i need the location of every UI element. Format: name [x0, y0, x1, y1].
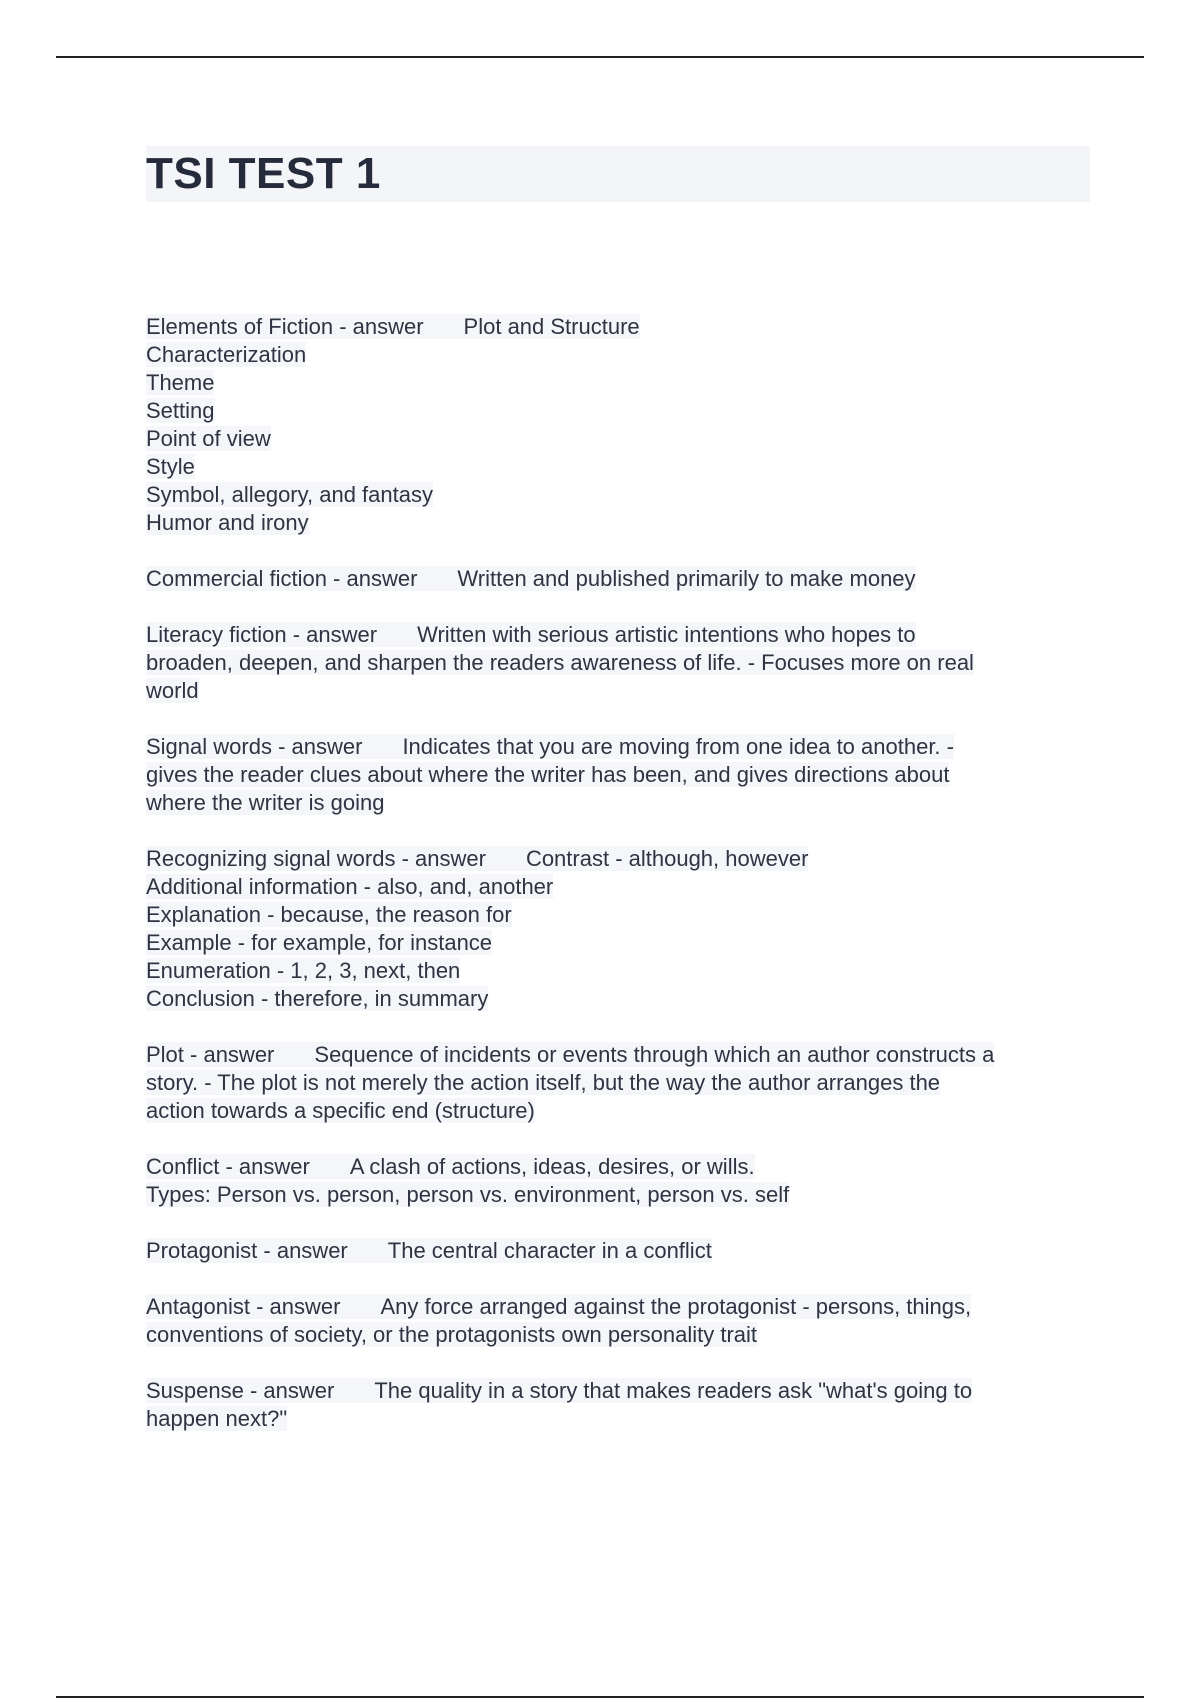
flashcard-answer: Style: [146, 454, 195, 479]
flashcard-line: [146, 1377, 1086, 1405]
flashcard-term: Recognizing signal words - answer: [146, 846, 486, 871]
flashcard-answer-line: [146, 1406, 287, 1431]
flashcard-term: Antagonist - answer: [146, 1294, 341, 1319]
flashcard-answer-line: [146, 454, 195, 479]
flashcard-line: [146, 1153, 1086, 1181]
flashcard-answer-line: [146, 342, 306, 367]
flashcard-answer: world: [146, 678, 199, 703]
flashcard-answer: The central character in a conflict: [387, 1238, 712, 1263]
flashcard-entry: [146, 1293, 1086, 1349]
flashcard-answer: Example - for example, for instance: [146, 930, 493, 955]
flashcard-entry: [146, 621, 1086, 705]
flashcard-answer: story. - The plot is not merely the action itself, but the way the author arranges the: [146, 1070, 941, 1095]
flashcard-answer-line: [146, 762, 949, 787]
flashcard-term: Protagonist - answer: [146, 1238, 348, 1263]
flashcard-line: [146, 873, 1086, 901]
flashcard-answer: Additional information - also, and, another: [146, 874, 554, 899]
flashcard-first-line: [146, 1154, 755, 1179]
top-divider: [56, 56, 1144, 58]
flashcard-term: Conflict - answer: [146, 1154, 310, 1179]
flashcard-entry: [146, 1153, 1086, 1209]
flashcard-entry: [146, 1377, 1086, 1433]
flashcard-line: [146, 677, 1086, 705]
flashcard-line: [146, 1181, 1086, 1209]
flashcard-line: [146, 1041, 1086, 1069]
flashcard-answer-line: [146, 370, 214, 395]
flashcard-first-line: [146, 622, 916, 647]
flashcard-answer: where the writer is going: [146, 790, 385, 815]
flashcard-line: [146, 649, 1086, 677]
flashcard-entry: [146, 313, 1086, 537]
flashcard-first-line: [146, 846, 808, 871]
flashcard-first-line: [146, 1378, 972, 1403]
flashcard-answer-line: [146, 398, 215, 423]
flashcard-answer: Setting: [146, 398, 215, 423]
flashcard-answer-line: [146, 1182, 789, 1207]
flashcard-line: [146, 1293, 1086, 1321]
flashcard-term: Suspense - answer: [146, 1378, 335, 1403]
flashcard-line: [146, 481, 1086, 509]
flashcard-first-line: [146, 314, 640, 339]
flashcard-term: Signal words - answer: [146, 734, 363, 759]
flashcard-line: [146, 425, 1086, 453]
flashcard-term: Plot - answer: [146, 1042, 275, 1067]
flashcard-entry: [146, 565, 1086, 593]
flashcard-term: Elements of Fiction - answer: [146, 314, 424, 339]
flashcard-answer: Enumeration - 1, 2, 3, next, then: [146, 958, 461, 983]
flashcard-answer-line: [146, 510, 309, 535]
flashcard-line: [146, 1237, 1086, 1265]
flashcard-entry: [146, 733, 1086, 817]
flashcard-answer: gives the reader clues about where the writer has been, and gives directions about: [146, 762, 950, 787]
flashcard-answer: Point of view: [146, 426, 271, 451]
flashcard-answer-line: [146, 482, 433, 507]
flashcard-answer-line: [146, 790, 384, 815]
flashcard-answer: Any force arranged against the protagonist - persons, things,: [380, 1294, 972, 1319]
flashcard-answer-line: [146, 650, 974, 675]
flashcard-line: [146, 733, 1086, 761]
flashcard-line: [146, 957, 1086, 985]
flashcard-line: [146, 845, 1086, 873]
flashcard-entry: [146, 845, 1086, 1013]
flashcard-answer-line: [146, 1070, 940, 1095]
flashcard-answer: Conclusion - therefore, in summary: [146, 986, 489, 1011]
flashcard-first-line: [146, 734, 954, 759]
flashcard-answer: A clash of actions, ideas, desires, or wills.: [349, 1154, 755, 1179]
flashcard-answer-line: [146, 986, 488, 1011]
flashcard-line: [146, 341, 1086, 369]
flashcard-line: [146, 621, 1086, 649]
flashcard-answer: broaden, deepen, and sharpen the readers awareness of life. - Focuses more on real: [146, 650, 974, 675]
flashcard-answer: Written and published primarily to make money: [457, 566, 916, 591]
flashcard-first-line: [146, 1238, 712, 1263]
flashcard-answer: Indicates that you are moving from one idea to another. -: [402, 734, 954, 759]
flashcard-line: [146, 1069, 1086, 1097]
flashcard-term: Commercial fiction - answer: [146, 566, 418, 591]
flashcard-line: [146, 901, 1086, 929]
flashcard-answer: Plot and Structure: [463, 314, 640, 339]
flashcard-answer-line: [146, 874, 553, 899]
flashcard-answer: Characterization: [146, 342, 307, 367]
flashcard-first-line: [146, 566, 916, 591]
flashcard-term: Literacy fiction - answer: [146, 622, 378, 647]
flashcard-line: [146, 509, 1086, 537]
flashcard-answer: Sequence of incidents or events through which an author constructs a: [314, 1042, 995, 1067]
flashcard-answer-line: [146, 1098, 535, 1123]
flashcard-line: [146, 1097, 1086, 1125]
flashcard-answer: Explanation - because, the reason for: [146, 902, 512, 927]
flashcard-line: [146, 789, 1086, 817]
flashcard-line: [146, 453, 1086, 481]
flashcard-answer-line: [146, 1322, 757, 1347]
flashcard-first-line: [146, 1294, 971, 1319]
flashcard-answer: Types: Person vs. person, person vs. environment, person vs. self: [146, 1182, 790, 1207]
flashcard-answer-line: [146, 958, 460, 983]
flashcard-answer-line: [146, 426, 271, 451]
flashcard-line: [146, 985, 1086, 1013]
flashcard-answer-line: [146, 678, 199, 703]
flashcard-line: [146, 369, 1086, 397]
flashcard-answer-line: [146, 902, 512, 927]
page-title: TSI TEST 1: [146, 149, 381, 198]
flashcard-entry: [146, 1237, 1086, 1265]
flashcard-entry: [146, 1041, 1086, 1125]
flashcard-line: [146, 565, 1086, 593]
flashcard-first-line: [146, 1042, 994, 1067]
flashcard-line: [146, 1405, 1086, 1433]
flashcard-answer: conventions of society, or the protagonists own personality trait: [146, 1322, 758, 1347]
flashcard-list: [146, 313, 1086, 1461]
flashcard-line: [146, 397, 1086, 425]
flashcard-answer: Contrast - although, however: [525, 846, 809, 871]
flashcard-line: [146, 761, 1086, 789]
bottom-divider: [56, 1696, 1144, 1698]
flashcard-answer: action towards a specific end (structure): [146, 1098, 535, 1123]
flashcard-line: [146, 313, 1086, 341]
flashcard-answer: Symbol, allegory, and fantasy: [146, 482, 433, 507]
flashcard-answer: happen next?": [146, 1406, 288, 1431]
flashcard-line: [146, 929, 1086, 957]
flashcard-answer-line: [146, 930, 492, 955]
flashcard-line: [146, 1321, 1086, 1349]
flashcard-answer: Humor and irony: [146, 510, 309, 535]
flashcard-answer: The quality in a story that makes readers ask "what's going to: [374, 1378, 973, 1403]
flashcard-answer: Theme: [146, 370, 215, 395]
flashcard-answer: Written with serious artistic intentions who hopes to: [417, 622, 916, 647]
